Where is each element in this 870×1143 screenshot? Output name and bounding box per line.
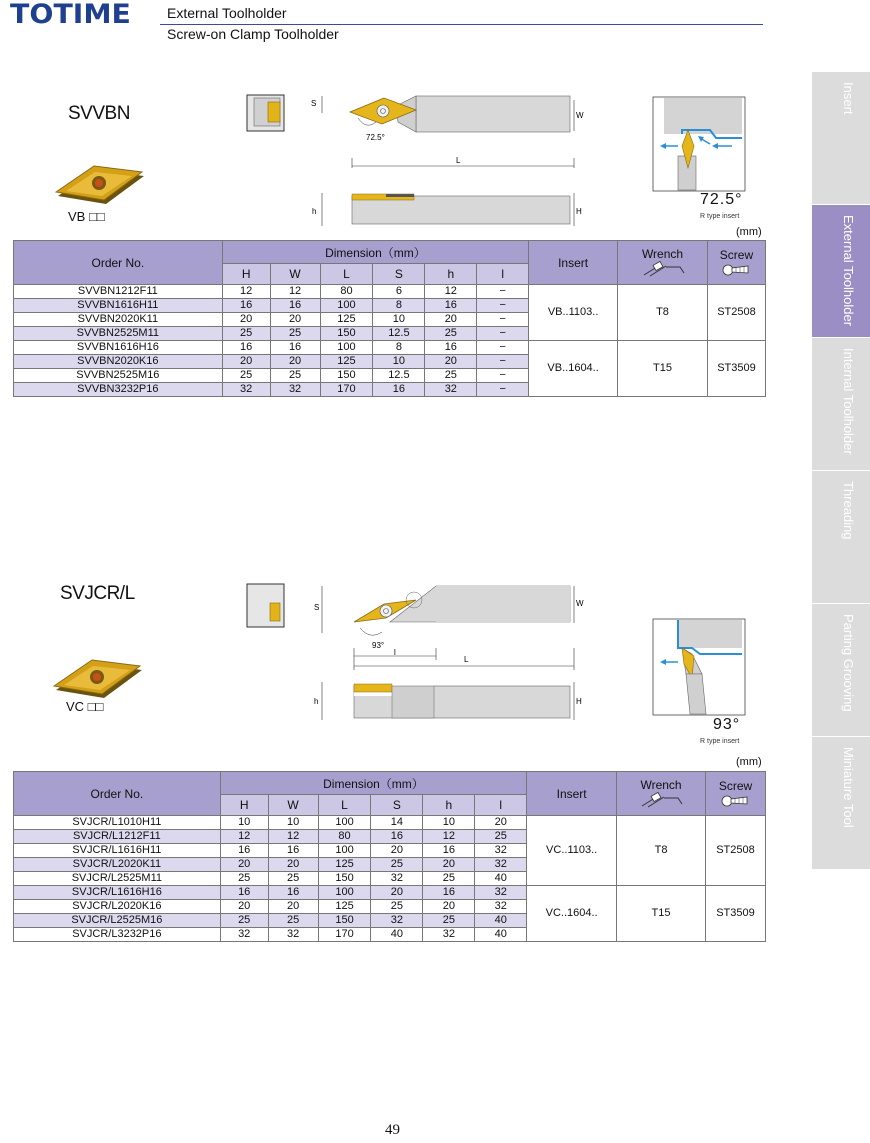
cell-H: 32 bbox=[222, 383, 270, 397]
tab-parting-grooving[interactable] bbox=[812, 604, 870, 737]
cell-W: 25 bbox=[270, 369, 320, 383]
dim-label-h: h bbox=[314, 697, 319, 706]
cell-h: 16 bbox=[425, 299, 477, 313]
cell-wrench: T15 bbox=[617, 886, 706, 942]
cell-h: 25 bbox=[425, 327, 477, 341]
cell-S: 14 bbox=[371, 816, 423, 830]
screw-icon bbox=[720, 262, 752, 278]
tab-label: Threading bbox=[841, 481, 856, 540]
cell-l: − bbox=[477, 313, 529, 327]
svjcr-dimension-drawing bbox=[306, 578, 596, 720]
cell-W: 32 bbox=[268, 928, 318, 942]
th-dimension: Dimension（mm） bbox=[220, 772, 526, 795]
cell-W: 20 bbox=[270, 355, 320, 369]
cell-S: 20 bbox=[371, 844, 423, 858]
cell-h: 20 bbox=[425, 313, 477, 327]
cell-h: 25 bbox=[425, 369, 477, 383]
cell-h: 32 bbox=[423, 928, 475, 942]
cell-h: 12 bbox=[425, 285, 477, 299]
cell-order-no: SVVBN2020K11 bbox=[14, 313, 223, 327]
cell-S: 10 bbox=[373, 313, 425, 327]
tab-label: Insert bbox=[841, 82, 856, 115]
cell-S: 8 bbox=[373, 341, 425, 355]
cell-L: 100 bbox=[318, 886, 371, 900]
th-screw-label: Screw bbox=[718, 778, 753, 793]
cell-order-no: SVVBN1212F11 bbox=[14, 285, 223, 299]
cell-W: 16 bbox=[270, 299, 320, 313]
cell-S: 25 bbox=[371, 858, 423, 872]
cell-l: 25 bbox=[475, 830, 527, 844]
th-order-no: Order No. bbox=[14, 241, 223, 285]
cell-screw: ST2508 bbox=[705, 816, 765, 886]
cell-H: 20 bbox=[220, 900, 268, 914]
cell-W: 12 bbox=[268, 830, 318, 844]
cell-screw: ST3509 bbox=[707, 341, 765, 397]
cell-l: − bbox=[477, 355, 529, 369]
screw-icon bbox=[719, 793, 751, 809]
cell-insert: VB..1103.. bbox=[529, 285, 618, 341]
cell-L: 100 bbox=[318, 816, 371, 830]
th-wrench-label: Wrench bbox=[641, 246, 684, 261]
dim-label-s: S bbox=[314, 603, 320, 612]
th-wrench bbox=[618, 241, 708, 285]
cell-S: 16 bbox=[371, 830, 423, 844]
insert-vc-image bbox=[50, 658, 146, 704]
cell-H: 16 bbox=[222, 341, 270, 355]
tab-label: Miniature Tool bbox=[841, 747, 856, 828]
cell-h: 20 bbox=[423, 858, 475, 872]
cell-order-no: SVVBN1616H11 bbox=[14, 299, 223, 313]
tab-miniature-tool[interactable] bbox=[812, 737, 870, 870]
cell-W: 32 bbox=[270, 383, 320, 397]
th-H: H bbox=[220, 795, 268, 816]
header-divider bbox=[160, 24, 763, 25]
cell-h: 25 bbox=[423, 872, 475, 886]
th-order-no: Order No. bbox=[14, 772, 221, 816]
cell-H: 12 bbox=[222, 285, 270, 299]
section-title-svvbn: SVVBN bbox=[68, 103, 130, 124]
th-h: h bbox=[425, 264, 477, 285]
cell-l: − bbox=[477, 341, 529, 355]
cell-L: 150 bbox=[318, 872, 371, 886]
th-L: L bbox=[320, 264, 373, 285]
cell-S: 32 bbox=[371, 872, 423, 886]
page-title: External Toolholder bbox=[167, 5, 287, 21]
th-insert: Insert bbox=[529, 241, 618, 285]
insert-vb-image bbox=[52, 164, 148, 210]
page-number: 49 bbox=[385, 1122, 400, 1138]
cell-insert: VC..1604.. bbox=[527, 886, 617, 942]
cell-W: 25 bbox=[270, 327, 320, 341]
cell-h: 16 bbox=[425, 341, 477, 355]
cell-h: 10 bbox=[423, 816, 475, 830]
cell-S: 20 bbox=[371, 886, 423, 900]
th-h: h bbox=[423, 795, 475, 816]
th-l: l bbox=[477, 264, 529, 285]
table-row bbox=[14, 285, 766, 299]
cell-L: 125 bbox=[318, 858, 371, 872]
unit-label: (mm) bbox=[736, 226, 762, 238]
th-l: l bbox=[475, 795, 527, 816]
cell-L: 100 bbox=[320, 341, 373, 355]
cell-W: 25 bbox=[268, 914, 318, 928]
dim-label-angle: 93° bbox=[372, 641, 385, 650]
cell-order-no: SVJCR/L1616H16 bbox=[14, 886, 221, 900]
side-tab-nav bbox=[812, 72, 870, 870]
svjcr-working-diagram bbox=[652, 618, 747, 716]
tab-threading[interactable] bbox=[812, 471, 870, 604]
cell-W: 12 bbox=[270, 285, 320, 299]
cell-order-no: SVVBN1616H16 bbox=[14, 341, 223, 355]
cell-order-no: SVJCR/L1616H11 bbox=[14, 844, 221, 858]
cell-order-no: SVJCR/L3232P16 bbox=[14, 928, 221, 942]
cell-insert: VB..1604.. bbox=[529, 341, 618, 397]
cell-S: 32 bbox=[371, 914, 423, 928]
cell-l: 40 bbox=[475, 928, 527, 942]
dim-label-l: L bbox=[456, 156, 461, 165]
cell-L: 125 bbox=[318, 900, 371, 914]
page-subtitle: Screw-on Clamp Toolholder bbox=[167, 26, 339, 42]
dim-label-l: L bbox=[464, 655, 469, 664]
cell-h: 20 bbox=[423, 900, 475, 914]
cell-S: 10 bbox=[373, 355, 425, 369]
th-S: S bbox=[373, 264, 425, 285]
th-L: L bbox=[318, 795, 371, 816]
th-W: W bbox=[268, 795, 318, 816]
cell-h: 20 bbox=[425, 355, 477, 369]
wrench-icon bbox=[640, 261, 686, 279]
cell-H: 25 bbox=[220, 914, 268, 928]
dim-label-w: W bbox=[576, 599, 584, 608]
cell-H: 20 bbox=[222, 313, 270, 327]
cell-l: − bbox=[477, 383, 529, 397]
cell-l: 32 bbox=[475, 844, 527, 858]
cell-W: 20 bbox=[268, 900, 318, 914]
section-title-svjcr: SVJCR/L bbox=[60, 583, 135, 604]
holder-end-view bbox=[246, 94, 286, 134]
cell-L: 125 bbox=[320, 313, 373, 327]
cell-screw: ST2508 bbox=[707, 285, 765, 341]
insert-type-label: R type insert bbox=[700, 213, 740, 220]
th-screw bbox=[707, 241, 765, 285]
dim-label-h: h bbox=[312, 207, 317, 216]
cell-S: 12.5 bbox=[373, 327, 425, 341]
cell-S: 40 bbox=[371, 928, 423, 942]
cell-S: 25 bbox=[371, 900, 423, 914]
cell-L: 150 bbox=[320, 327, 373, 341]
cell-l: 40 bbox=[475, 872, 527, 886]
cell-H: 25 bbox=[222, 327, 270, 341]
unit-label-2: (mm) bbox=[736, 756, 762, 768]
wrench-icon bbox=[638, 792, 684, 810]
cell-W: 20 bbox=[270, 313, 320, 327]
approach-angle-label-2: 93° bbox=[713, 716, 741, 733]
cell-H: 16 bbox=[220, 844, 268, 858]
th-wrench-label: Wrench bbox=[640, 777, 682, 792]
insert-type-label-2: R type insert bbox=[700, 738, 740, 745]
dim-label-H: H bbox=[576, 697, 582, 706]
th-H: H bbox=[222, 264, 270, 285]
cell-L: 170 bbox=[318, 928, 371, 942]
th-screw bbox=[705, 772, 765, 816]
tab-label: External Toolholder bbox=[841, 215, 856, 327]
cell-order-no: SVJCR/L1212F11 bbox=[14, 830, 221, 844]
cell-l: − bbox=[477, 369, 529, 383]
cell-H: 20 bbox=[222, 355, 270, 369]
th-insert: Insert bbox=[527, 772, 617, 816]
cell-L: 170 bbox=[320, 383, 373, 397]
cell-S: 16 bbox=[373, 383, 425, 397]
cell-W: 20 bbox=[268, 858, 318, 872]
brand-logo: TOTIME bbox=[10, 0, 131, 30]
cell-l: − bbox=[477, 299, 529, 313]
cell-L: 100 bbox=[320, 299, 373, 313]
tab-label: Parting Grooving bbox=[841, 614, 856, 712]
approach-angle-label: 72.5° bbox=[700, 191, 743, 208]
cell-order-no: SVVBN2525M16 bbox=[14, 369, 223, 383]
holder-end-view-2 bbox=[246, 583, 286, 629]
table-row bbox=[14, 886, 766, 900]
cell-W: 16 bbox=[268, 844, 318, 858]
cell-H: 25 bbox=[222, 369, 270, 383]
dim-label-w: W bbox=[576, 111, 584, 120]
insert-code-vc: VC □□ bbox=[66, 699, 104, 714]
tab-external-toolholder[interactable] bbox=[812, 205, 870, 338]
cell-L: 80 bbox=[320, 285, 373, 299]
svvbn-spec-table bbox=[13, 240, 766, 397]
cell-S: 8 bbox=[373, 299, 425, 313]
cell-H: 16 bbox=[220, 886, 268, 900]
cell-insert: VC..1103.. bbox=[527, 816, 617, 886]
cell-order-no: SVVBN3232P16 bbox=[14, 383, 223, 397]
cell-l: 32 bbox=[475, 900, 527, 914]
th-dimension: Dimension（mm） bbox=[222, 241, 528, 264]
cell-wrench: T15 bbox=[618, 341, 708, 397]
cell-order-no: SVVBN2525M11 bbox=[14, 327, 223, 341]
tab-label: Internal Toolholder bbox=[841, 348, 856, 455]
cell-H: 12 bbox=[220, 830, 268, 844]
cell-L: 150 bbox=[320, 369, 373, 383]
cell-L: 100 bbox=[318, 844, 371, 858]
cell-H: 10 bbox=[220, 816, 268, 830]
svvbn-working-diagram bbox=[652, 96, 747, 192]
cell-l: 32 bbox=[475, 858, 527, 872]
cell-L: 150 bbox=[318, 914, 371, 928]
cell-H: 16 bbox=[222, 299, 270, 313]
cell-S: 6 bbox=[373, 285, 425, 299]
cell-W: 10 bbox=[268, 816, 318, 830]
th-wrench bbox=[617, 772, 706, 816]
cell-H: 25 bbox=[220, 872, 268, 886]
dim-label-l-small: l bbox=[394, 648, 396, 657]
cell-h: 16 bbox=[423, 844, 475, 858]
dim-label-H: H bbox=[576, 207, 582, 216]
cell-wrench: T8 bbox=[617, 816, 706, 886]
cell-wrench: T8 bbox=[618, 285, 708, 341]
cell-order-no: SVJCR/L2020K11 bbox=[14, 858, 221, 872]
cell-H: 20 bbox=[220, 858, 268, 872]
cell-h: 12 bbox=[423, 830, 475, 844]
svjcr-spec-table bbox=[13, 771, 766, 942]
tab-insert[interactable] bbox=[812, 72, 870, 205]
th-W: W bbox=[270, 264, 320, 285]
cell-h: 32 bbox=[425, 383, 477, 397]
tab-internal-toolholder[interactable] bbox=[812, 338, 870, 471]
cell-order-no: SVVBN2020K16 bbox=[14, 355, 223, 369]
cell-l: − bbox=[477, 327, 529, 341]
cell-l: 40 bbox=[475, 914, 527, 928]
th-screw-label: Screw bbox=[719, 247, 754, 262]
cell-h: 16 bbox=[423, 886, 475, 900]
cell-l: 32 bbox=[475, 886, 527, 900]
cell-order-no: SVJCR/L2020K16 bbox=[14, 900, 221, 914]
cell-H: 32 bbox=[220, 928, 268, 942]
cell-W: 16 bbox=[268, 886, 318, 900]
cell-l: 20 bbox=[475, 816, 527, 830]
cell-L: 80 bbox=[318, 830, 371, 844]
cell-L: 125 bbox=[320, 355, 373, 369]
cell-order-no: SVJCR/L2525M11 bbox=[14, 872, 221, 886]
cell-order-no: SVJCR/L2525M16 bbox=[14, 914, 221, 928]
cell-S: 12.5 bbox=[373, 369, 425, 383]
table-row bbox=[14, 341, 766, 355]
cell-W: 16 bbox=[270, 341, 320, 355]
cell-order-no: SVJCR/L1010H11 bbox=[14, 816, 221, 830]
cell-h: 25 bbox=[423, 914, 475, 928]
th-S: S bbox=[371, 795, 423, 816]
table-row bbox=[14, 816, 766, 830]
cell-W: 25 bbox=[268, 872, 318, 886]
cell-screw: ST3509 bbox=[705, 886, 765, 942]
dim-label-angle: 72.5° bbox=[366, 133, 385, 142]
cell-l: − bbox=[477, 285, 529, 299]
svvbn-dimension-drawing bbox=[306, 88, 596, 228]
dim-label-s: S bbox=[311, 99, 317, 108]
insert-code-vb: VB □□ bbox=[68, 209, 105, 224]
